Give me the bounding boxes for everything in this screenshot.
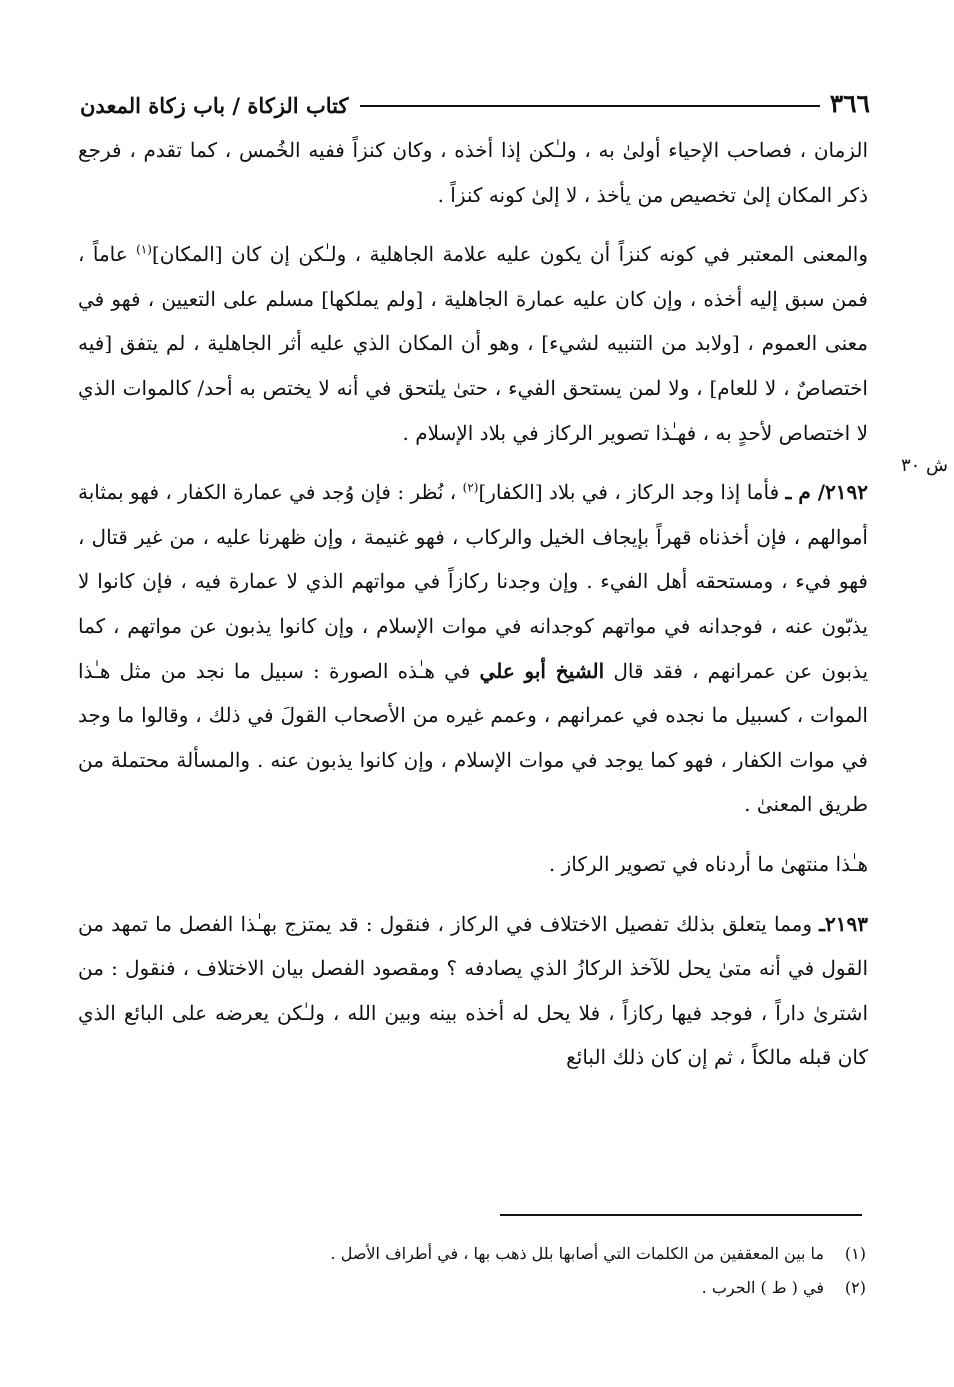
paragraph-2 — [78, 232, 868, 455]
page-number: ٣٦٦ — [829, 89, 870, 118]
section-number-2192: ٢١٩٢/ م ـ — [785, 480, 868, 505]
paragraph-3-part-b: ، نُظر : فإن وُجد في عمارة الكفار ، فهو بمثابة أموالهم ، فإن أخذناه قهراً بإيجاف الخيل والركاب ، فهو غنيمة ، وإن ظهرنا عليه ، من غير قتال ، فهو فيء ، ومستحقه أهل الفيء . وإن وجدنا ركازاً في مواتهم الذي لا عمارة فيه ، فإن كانوا لا يذبّون عنه ، فوجدانه في مواتهم كوجدانه في موات الإسلام ، وإن كانوا يذبون عن مواتهم ، كما يذبون عن عمرانهم ، فقد قال — [77, 480, 869, 683]
footnote-text: في ( ط ) الحرب . — [701, 1278, 824, 1297]
paragraph-3-part-a: فأما إذا وجد الركاز ، في بلاد [الكفار] — [478, 480, 786, 505]
paragraph-3 — [78, 470, 868, 827]
footnote-2 — [80, 1271, 866, 1305]
paragraph-2-part-b: عاماً ، فمن سبق إليه أخذه ، وإن كان عليه عمارة الجاهلية ، [ولم يملكها] مسلم على التعيين ، فهو في معنى العموم ، [ولابد من التنبيه لشيء] ، وهو أن المكان الذي عليه أثر الجاهلية ، لم يتفق [فيه اختصاصٌ ، لا للعام] ، ولا لمن يستحق الفيء ، حتىٰ يلتحق في أنه لا يختص به أحد/ كالموات الذي لا اختصاص لأحدٍ به ، فهـٰذا تصوير الركاز في بلاد الإسلام . — [78, 242, 868, 445]
footnote-separator — [500, 1214, 862, 1216]
cited-scholar: الشيخ أبو علي — [479, 658, 605, 683]
footnote-text: ما بين المعقفين من الكلمات التي أصابها بلل ذهب بها ، في أطراف الأصل . — [330, 1244, 824, 1263]
footnotes — [80, 1237, 866, 1305]
paragraph-4: هـٰذا منتهىٰ ما أردناه في تصوير الركاز . — [548, 851, 868, 876]
section-number-2193: ٢١٩٣ـ — [819, 911, 868, 936]
footnote-1 — [80, 1237, 866, 1271]
paragraph-5 — [78, 902, 868, 1080]
paragraph-1: الزمان ، فصاحب الإحياء أولىٰ به ، ولـٰكن إذا أخذه ، وكان كنزاً ففيه الخُمس ، كما تقدم ، فرجع ذكر المكان إلىٰ تخصيص من يأخذ ، لا إلىٰ كونه كنزاً . — [78, 138, 868, 207]
paragraph-3-part-c: في هـٰذه الصورة : سبيل ما نجد من مثل هـٰذا الموات ، كسبيل ما نجده في عمرانهم ، وعمم غيره من الأصحاب القولَ في ذلك ، وقالوا ما وجد في موات الكفار ، فهو كما يوجد في موات الإسلام ، وإن كانوا يذبون عنه . والمسألة محتملة من طريق المعنىٰ . — [78, 658, 868, 817]
footnote-ref-1: (١) — [136, 242, 152, 257]
header-rule — [360, 105, 819, 107]
main-text — [78, 128, 868, 1080]
page-header — [80, 78, 870, 118]
footnote-number: (١) — [844, 1244, 866, 1263]
running-title: كتاب الزكاة / باب زكاة المعدن — [80, 93, 349, 118]
paragraph-2-part-a: والمعنى المعتبر في كونه كنزاً أن يكون عليه علامة الجاهلية ، ولـٰكن إن كان [المكان] — [151, 242, 868, 267]
margin-reference: ش ٣٠ — [900, 455, 948, 476]
paragraph-5-text: ومما يتعلق بذلك تفصيل الاختلاف في الركاز ، فنقول : قد يمتزج بهـٰذا الفصل ما تمهد من القول في أنه متىٰ يحل للآخذ الركازُ الذي يصادفه ؟ ومقصود الفصل بيان الاختلاف ، فنقول : من اشترىٰ داراً ، فوجد فيها ركازاً ، فلا يحل له أخذه بينه وبين الله ، ولـٰكن يعرضه على البائع الذي كان قبله مالكاً ، ثم إن كان ذلك البائع — [78, 911, 868, 1070]
footnote-ref-2: (٢) — [462, 480, 479, 495]
footnote-number: (٢) — [844, 1278, 866, 1297]
